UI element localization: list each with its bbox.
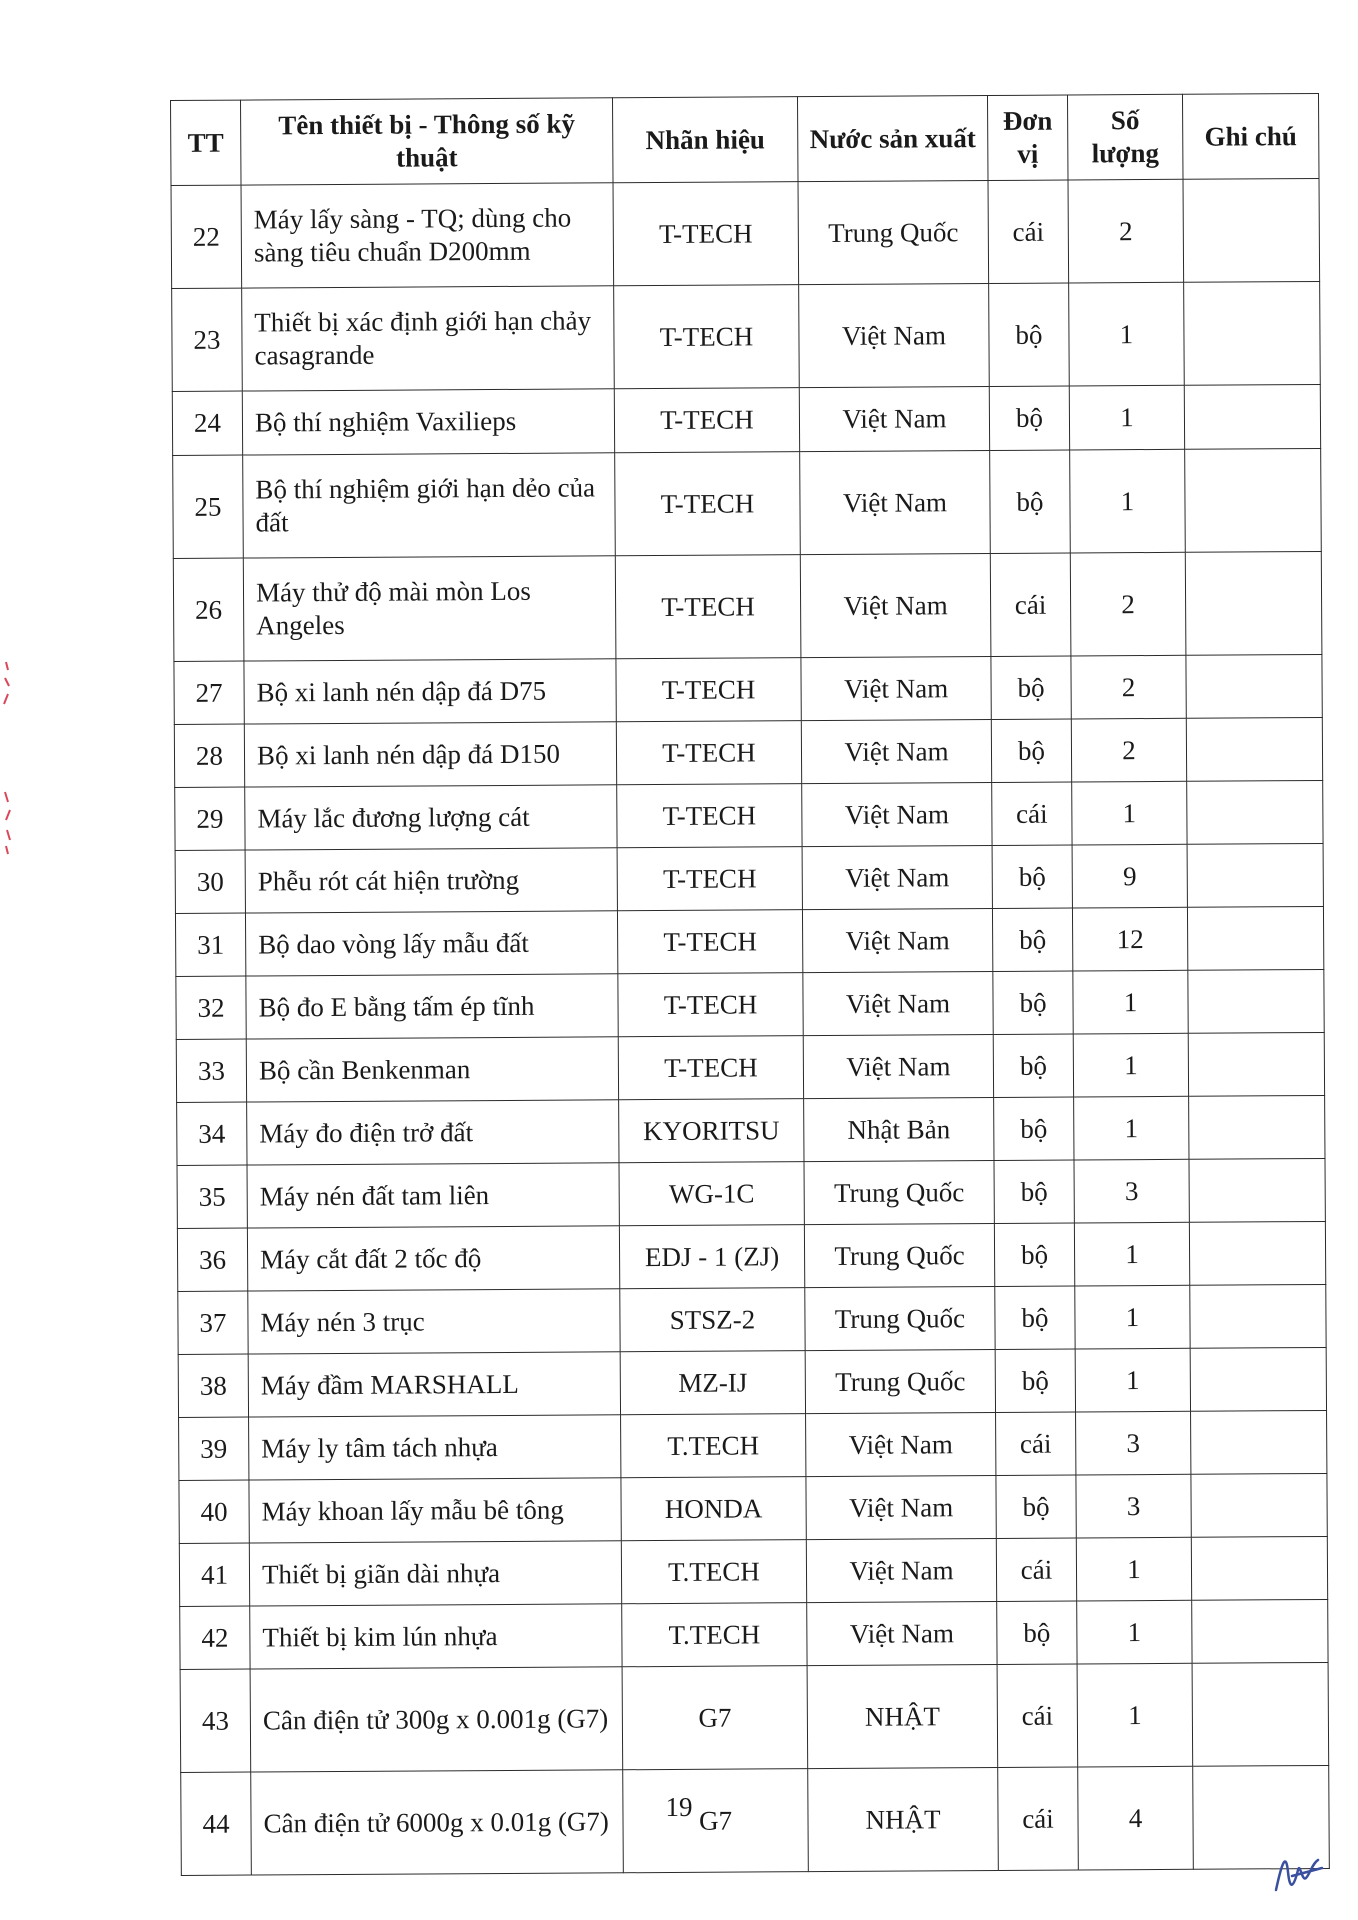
row-brand: T.TECH <box>622 1603 807 1667</box>
row-quantity: 2 <box>1070 552 1186 656</box>
row-quantity: 1 <box>1076 1537 1191 1601</box>
row-origin: Việt Nam <box>802 845 992 909</box>
row-quantity: 1 <box>1070 449 1186 553</box>
row-origin: Nhật Bản <box>804 1097 994 1161</box>
row-tt: 29 <box>175 787 245 850</box>
row-note <box>1189 1095 1325 1159</box>
row-note <box>1190 1347 1326 1411</box>
row-name: Bộ thí nghiệm Vaxilieps <box>242 389 614 455</box>
row-note <box>1191 1473 1327 1537</box>
row-quantity: 3 <box>1076 1474 1191 1538</box>
row-name: Máy nén đất tam liên <box>247 1163 619 1228</box>
row-origin: Việt Nam <box>802 908 992 972</box>
row-tt: 22 <box>171 185 242 288</box>
row-unit: bộ <box>994 1223 1074 1286</box>
row-origin: Việt Nam <box>807 1601 997 1665</box>
row-quantity: 1 <box>1077 1663 1193 1767</box>
row-note <box>1184 281 1321 385</box>
row-tt: 27 <box>174 661 244 724</box>
row-unit: cái <box>996 1412 1076 1475</box>
row-tt: 34 <box>177 1102 247 1165</box>
row-origin: NHẬT <box>807 1664 998 1768</box>
row-note <box>1189 1158 1325 1222</box>
row-brand: G7 <box>622 1666 808 1770</box>
row-quantity: 1 <box>1069 385 1184 450</box>
row-tt: 44 <box>181 1772 252 1875</box>
row-name: Máy đo điện trở đất <box>247 1100 619 1165</box>
row-unit: bộ <box>992 845 1072 908</box>
row-origin: Việt Nam <box>800 553 991 657</box>
table-row <box>172 281 1321 391</box>
table-row <box>174 717 1322 787</box>
margin-stamp-mark-lower <box>2 790 14 860</box>
row-origin: Trung Quốc <box>805 1349 995 1413</box>
table-row <box>175 780 1323 850</box>
row-tt: 26 <box>173 558 244 661</box>
row-name: Phễu rót cát hiện trường <box>245 848 617 913</box>
row-tt: 41 <box>179 1543 249 1606</box>
row-note <box>1192 1599 1328 1663</box>
table-header-row <box>171 93 1319 185</box>
row-quantity: 9 <box>1072 844 1187 908</box>
row-name: Máy khoan lấy mẫu bê tông <box>249 1478 621 1543</box>
row-brand: HONDA <box>621 1477 806 1541</box>
row-quantity: 2 <box>1071 718 1186 782</box>
row-tt: 30 <box>175 850 245 913</box>
row-note <box>1184 384 1320 449</box>
row-tt: 23 <box>172 288 243 391</box>
row-note <box>1187 843 1323 907</box>
row-unit: bộ <box>992 908 1072 971</box>
row-quantity: 1 <box>1073 1033 1188 1097</box>
row-origin: Việt Nam <box>806 1538 996 1602</box>
row-brand: T-TECH <box>614 388 799 453</box>
row-unit: bộ <box>995 1286 1075 1349</box>
row-tt: 43 <box>180 1669 251 1772</box>
row-origin: Việt Nam <box>801 656 991 720</box>
row-brand: T-TECH <box>618 1036 803 1100</box>
row-origin: Việt Nam <box>806 1412 996 1476</box>
table-row <box>180 1599 1328 1669</box>
row-tt: 39 <box>179 1417 249 1480</box>
header-brand: Nhãn hiệu <box>612 97 798 183</box>
table-row <box>173 448 1322 558</box>
row-unit: bộ <box>993 971 1073 1034</box>
row-note <box>1183 178 1320 282</box>
header-origin: Nước sản xuất <box>797 96 988 182</box>
row-name: Máy nén 3 trục <box>248 1289 620 1354</box>
row-name: Bộ thí nghiệm giới hạn dẻo của đất <box>243 453 616 558</box>
row-tt: 24 <box>172 391 242 455</box>
row-unit: bộ <box>996 1475 1076 1538</box>
table-row <box>175 906 1323 976</box>
table-row <box>176 969 1324 1039</box>
table-row <box>178 1284 1326 1354</box>
row-brand: EDJ - 1 (ZJ) <box>619 1225 804 1289</box>
row-brand: G7 <box>623 1769 809 1873</box>
row-unit: bộ <box>989 386 1069 450</box>
row-brand: T-TECH <box>616 721 801 785</box>
row-quantity: 1 <box>1074 1222 1189 1286</box>
row-origin: Việt Nam <box>803 1034 993 1098</box>
header-quantity: Số lượng <box>1067 94 1183 180</box>
row-name: Máy đầm MARSHALL <box>248 1352 620 1417</box>
signature-mark <box>1268 1842 1328 1902</box>
row-brand: KYORITSU <box>619 1099 804 1163</box>
table-row <box>178 1347 1326 1417</box>
row-note <box>1191 1536 1327 1600</box>
row-quantity: 1 <box>1072 781 1187 845</box>
row-tt: 36 <box>177 1228 247 1291</box>
row-brand: STSZ-2 <box>620 1288 805 1352</box>
table-row <box>175 843 1323 913</box>
row-note <box>1192 1662 1329 1766</box>
row-origin: Việt Nam <box>802 782 992 846</box>
row-brand: MZ-IJ <box>620 1351 805 1415</box>
row-unit: bộ <box>997 1601 1077 1664</box>
row-quantity: 1 <box>1075 1285 1190 1349</box>
row-name: Máy ly tâm tách nhựa <box>249 1415 621 1480</box>
row-origin: Trung Quốc <box>805 1286 995 1350</box>
table-row <box>179 1410 1327 1480</box>
page-number: 19 <box>665 1792 693 1822</box>
row-tt: 28 <box>174 724 244 787</box>
row-name: Cân điện tử 6000g x 0.01g (G7) <box>251 1770 624 1875</box>
row-brand: T-TECH <box>613 182 799 286</box>
row-name: Cân điện tử 300g x 0.001g (G7) <box>250 1667 623 1772</box>
row-unit: cái <box>988 180 1069 283</box>
row-quantity: 4 <box>1078 1766 1194 1870</box>
row-unit: cái <box>997 1664 1078 1767</box>
row-name: Máy lấy sàng - TQ; dùng cho sàng tiêu chuẩn D200mm <box>241 183 614 288</box>
row-name: Máy lắc đương lượng cát <box>245 785 617 850</box>
row-unit: cái <box>998 1767 1079 1870</box>
row-origin: Trung Quốc <box>798 181 989 285</box>
table-row <box>172 384 1320 455</box>
equipment-table-container <box>170 100 1318 1876</box>
row-name: Bộ đo E bằng tấm ép tĩnh <box>246 974 618 1039</box>
row-name: Thiết bị giãn dài nhựa <box>249 1541 621 1606</box>
row-origin: Việt Nam <box>806 1475 996 1539</box>
row-brand: WG-1C <box>619 1162 804 1226</box>
row-note <box>1191 1410 1327 1474</box>
table-body <box>171 178 1329 1875</box>
row-unit: bộ <box>991 719 1071 782</box>
row-brand: T.TECH <box>621 1414 806 1478</box>
row-note <box>1187 906 1323 970</box>
row-tt: 35 <box>177 1165 247 1228</box>
row-note <box>1185 551 1322 655</box>
row-note <box>1186 654 1322 718</box>
row-brand: T-TECH <box>618 973 803 1037</box>
row-name: Bộ xi lanh nén dập đá D75 <box>244 659 616 724</box>
table-row <box>177 1095 1325 1165</box>
header-tt: TT <box>171 100 242 185</box>
row-name: Bộ cần Benkenman <box>246 1037 618 1102</box>
table-row <box>177 1158 1325 1228</box>
row-quantity: 3 <box>1076 1411 1191 1475</box>
table-row <box>174 654 1322 724</box>
row-brand: T-TECH <box>615 555 801 659</box>
row-tt: 31 <box>175 913 245 976</box>
row-brand: T-TECH <box>617 784 802 848</box>
row-note <box>1185 448 1322 552</box>
table-row <box>180 1662 1329 1772</box>
row-unit: cái <box>990 553 1071 656</box>
table-row <box>173 551 1322 661</box>
row-brand: T-TECH <box>614 285 800 389</box>
row-unit: bộ <box>994 1160 1074 1223</box>
row-origin: Trung Quốc <box>804 1223 994 1287</box>
row-quantity: 3 <box>1074 1159 1189 1223</box>
row-note <box>1190 1284 1326 1348</box>
row-brand: T-TECH <box>617 910 802 974</box>
row-quantity: 1 <box>1077 1600 1192 1664</box>
row-note <box>1188 1032 1324 1096</box>
row-note <box>1187 780 1323 844</box>
row-quantity: 1 <box>1074 1096 1189 1160</box>
row-tt: 42 <box>180 1606 250 1669</box>
row-origin: Trung Quốc <box>804 1160 994 1224</box>
row-note <box>1186 717 1322 781</box>
row-name: Bộ dao vòng lấy mẫu đất <box>245 911 617 976</box>
row-origin: Việt Nam <box>800 450 991 554</box>
row-tt: 25 <box>173 455 244 558</box>
row-origin: Việt Nam <box>799 387 989 452</box>
row-unit: bộ <box>989 283 1070 386</box>
row-brand: T.TECH <box>621 1540 806 1604</box>
row-brand: T-TECH <box>615 452 801 556</box>
table-row <box>171 178 1320 288</box>
row-note <box>1189 1221 1325 1285</box>
row-tt: 37 <box>178 1291 248 1354</box>
row-unit: bộ <box>990 450 1071 553</box>
row-unit: bộ <box>993 1034 1073 1097</box>
row-unit: cái <box>992 782 1072 845</box>
row-name: Thiết bị xác định giới hạn chảy casagrande <box>242 286 615 391</box>
row-name: Máy thử độ mài mòn Los Angeles <box>243 556 616 661</box>
table-row <box>177 1221 1325 1291</box>
row-quantity: 2 <box>1071 655 1186 719</box>
table-row <box>179 1473 1327 1543</box>
row-origin: Việt Nam <box>803 971 993 1035</box>
header-unit: Đơn vị <box>987 95 1068 180</box>
table-row <box>176 1032 1324 1102</box>
row-quantity: 1 <box>1069 282 1185 386</box>
row-name: Máy cắt đất 2 tốc độ <box>247 1226 619 1291</box>
row-unit: bộ <box>991 656 1071 719</box>
row-tt: 33 <box>176 1039 246 1102</box>
row-note <box>1188 969 1324 1033</box>
row-origin: Việt Nam <box>799 284 990 388</box>
margin-stamp-mark-upper <box>2 660 14 730</box>
row-tt: 32 <box>176 976 246 1039</box>
row-quantity: 1 <box>1075 1348 1190 1412</box>
row-origin: NHẬT <box>808 1767 999 1871</box>
row-brand: T-TECH <box>617 847 802 911</box>
equipment-table <box>170 93 1330 1876</box>
header-name: Tên thiết bị - Thông số kỹ thuật <box>241 98 614 185</box>
row-brand: T-TECH <box>616 658 801 722</box>
row-quantity: 12 <box>1072 907 1187 971</box>
header-note: Ghi chú <box>1182 93 1319 179</box>
row-unit: cái <box>996 1538 1076 1601</box>
row-origin: Việt Nam <box>801 719 991 783</box>
table-row <box>179 1536 1327 1606</box>
row-quantity: 2 <box>1068 179 1184 283</box>
row-unit: bộ <box>994 1097 1074 1160</box>
row-name: Thiết bị kim lún nhựa <box>250 1604 622 1669</box>
row-quantity: 1 <box>1073 970 1188 1034</box>
row-unit: bộ <box>995 1349 1075 1412</box>
row-name: Bộ xi lanh nén dập đá D150 <box>244 722 616 787</box>
row-tt: 38 <box>178 1354 248 1417</box>
row-tt: 40 <box>179 1480 249 1543</box>
